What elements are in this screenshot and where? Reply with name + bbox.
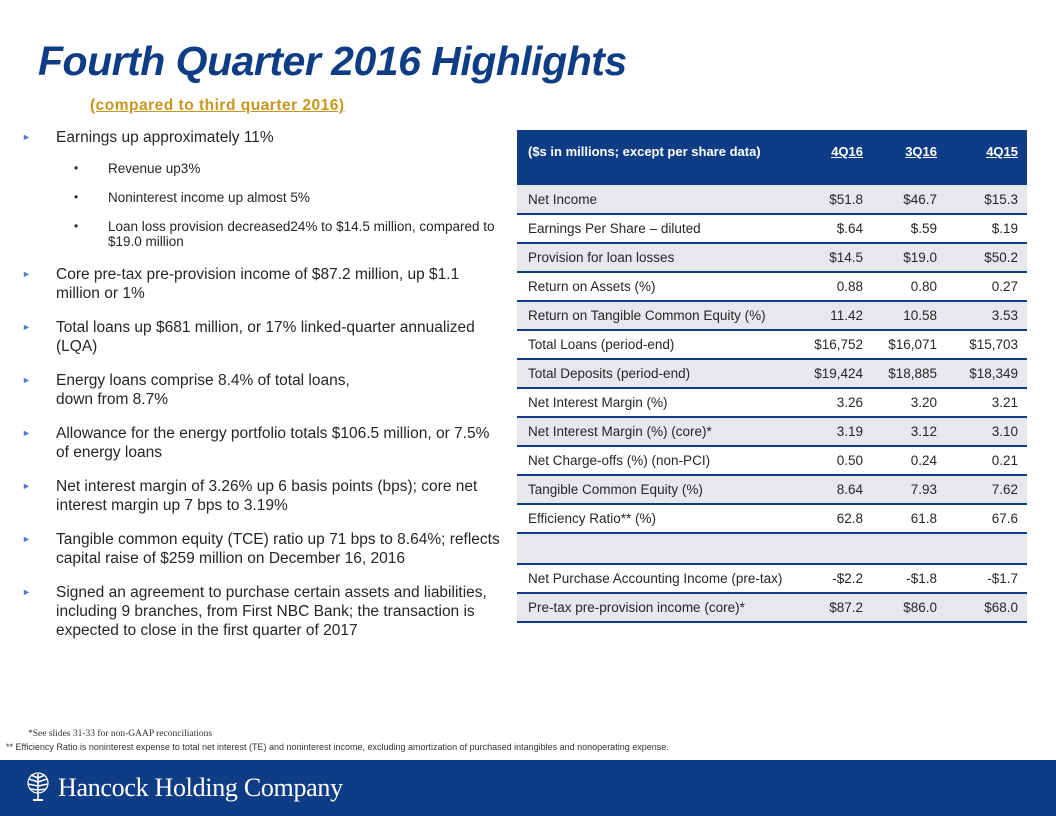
- sub-bullet-item: [22, 219, 507, 249]
- bullet-arrow-icon: ►: [22, 269, 31, 279]
- sub-bullet-item: [22, 190, 507, 205]
- table-row: [517, 475, 1027, 504]
- row-value: 0.88: [810, 272, 872, 301]
- table-header-label: ($s in millions; except per share data): [517, 130, 810, 185]
- table-row: [517, 564, 1027, 593]
- row-value: $15.3: [946, 185, 1027, 214]
- row-label: Efficiency Ratio** (%): [517, 504, 810, 533]
- row-value: 3.19: [810, 417, 872, 446]
- hancock-tree-logo-icon: [24, 772, 52, 802]
- bullet-arrow-icon: ►: [22, 481, 31, 491]
- row-value: [810, 533, 872, 564]
- highlights-list: [22, 128, 507, 640]
- table-row: [517, 446, 1027, 475]
- table-header-row: [517, 130, 1027, 185]
- row-label: Pre-tax pre-provision income (core)*: [517, 593, 810, 622]
- sub-bullet-text: Revenue up3%: [108, 161, 201, 176]
- table-header-4q16: 4Q16: [810, 130, 872, 185]
- page-subtitle: (compared to third quarter 2016): [90, 97, 345, 114]
- row-label: Return on Tangible Common Equity (%): [517, 301, 810, 330]
- footer-bar: [0, 760, 1056, 816]
- row-value: 0.80: [872, 272, 946, 301]
- row-value: 3.12: [872, 417, 946, 446]
- row-value: $87.2: [810, 593, 872, 622]
- bullet-item: [22, 128, 507, 147]
- row-value: 3.53: [946, 301, 1027, 330]
- row-label: Provision for loan losses: [517, 243, 810, 272]
- row-value: [946, 533, 1027, 564]
- bullet-arrow-icon: ►: [22, 534, 31, 544]
- bullet-item: [22, 424, 496, 462]
- footnote-nongaap: *See slides 31-33 for non-GAAP reconciliations: [28, 729, 213, 739]
- table-row: [517, 185, 1027, 214]
- row-value: $86.0: [872, 593, 946, 622]
- page-title: Fourth Quarter 2016 Highlights: [38, 38, 627, 84]
- bullet-arrow-icon: ►: [22, 375, 31, 385]
- company-name: Hancock Holding Company: [58, 773, 343, 802]
- bullet-dot-icon: •: [74, 219, 79, 233]
- row-label: Net Income: [517, 185, 810, 214]
- row-value: 0.24: [872, 446, 946, 475]
- row-label: Net Purchase Accounting Income (pre-tax): [517, 564, 810, 593]
- table-body: [517, 185, 1027, 622]
- row-value: 3.10: [946, 417, 1027, 446]
- row-value: $50.2: [946, 243, 1027, 272]
- bullet-text: Tangible common equity (TCE) ratio up 71 bps to 8.64%; reflects capital raise of $259 million on December 16, 2016: [56, 531, 500, 567]
- bullet-text: Earnings up approximately 11%: [56, 129, 274, 146]
- row-value: [872, 533, 946, 564]
- row-value: 7.93: [872, 475, 946, 504]
- row-value: $51.8: [810, 185, 872, 214]
- row-label: Net Interest Margin (%) (core)*: [517, 417, 810, 446]
- table-row: [517, 301, 1027, 330]
- bullet-dot-icon: •: [74, 190, 79, 204]
- row-value: 11.42: [810, 301, 872, 330]
- row-value: $.64: [810, 214, 872, 243]
- row-value: 0.27: [946, 272, 1027, 301]
- row-value: $16,752: [810, 330, 872, 359]
- bullet-item: [22, 371, 366, 409]
- bullet-item: [22, 530, 507, 568]
- row-value: 3.26: [810, 388, 872, 417]
- bullet-text: Net interest margin of 3.26% up 6 basis points (bps); core net interest margin up 7 bps to 3.19%: [56, 478, 478, 514]
- row-label: Net Charge-offs (%) (non-PCI): [517, 446, 810, 475]
- table-row: [517, 533, 1027, 564]
- bullet-item: [22, 265, 507, 303]
- row-value: 67.6: [946, 504, 1027, 533]
- row-value: $15,703: [946, 330, 1027, 359]
- row-value: $19.0: [872, 243, 946, 272]
- table-row: [517, 504, 1027, 533]
- row-label: Total Loans (period-end): [517, 330, 810, 359]
- footnote-efficiency-ratio: ** Efficiency Ratio is noninterest expense to total net interest (TE) and noninterest income, excluding amortization of purchased intangibles and nonoperating expense.: [6, 742, 669, 752]
- table-header-3q16: 3Q16: [872, 130, 946, 185]
- sub-bullet-item: [22, 161, 507, 176]
- table-row: [517, 272, 1027, 301]
- row-label: Tangible Common Equity (%): [517, 475, 810, 504]
- table-row: [517, 593, 1027, 622]
- sub-bullet-text: Loan loss provision decreased24% to $14.5 million, compared to $19.0 million: [108, 219, 495, 249]
- row-value: 3.21: [946, 388, 1027, 417]
- table-row: [517, 243, 1027, 272]
- bullet-dot-icon: •: [74, 161, 79, 175]
- table-row: [517, 417, 1027, 446]
- row-value: 62.8: [810, 504, 872, 533]
- row-value: $16,071: [872, 330, 946, 359]
- row-value: $19,424: [810, 359, 872, 388]
- row-value: $18,349: [946, 359, 1027, 388]
- row-label: Net Interest Margin (%): [517, 388, 810, 417]
- row-label: [517, 533, 810, 564]
- row-label: Return on Assets (%): [517, 272, 810, 301]
- row-value: -$2.2: [810, 564, 872, 593]
- row-value: -$1.8: [872, 564, 946, 593]
- bullet-arrow-icon: ►: [22, 322, 31, 332]
- financial-summary-table: [517, 130, 1027, 623]
- bullet-item: [22, 583, 507, 640]
- row-value: 0.21: [946, 446, 1027, 475]
- bullet-arrow-icon: ►: [22, 587, 31, 597]
- row-value: 7.62: [946, 475, 1027, 504]
- bullet-text: Total loans up $681 million, or 17% linked-quarter annualized (LQA): [56, 319, 475, 355]
- row-label: Earnings Per Share – diluted: [517, 214, 810, 243]
- table-row: [517, 359, 1027, 388]
- row-value: $68.0: [946, 593, 1027, 622]
- bullet-text: Signed an agreement to purchase certain assets and liabilities, including 9 branches, from First NBC Bank; the transaction is expected to close in the first quarter of 2017: [56, 584, 487, 639]
- row-value: 61.8: [872, 504, 946, 533]
- row-value: $.59: [872, 214, 946, 243]
- row-value: 8.64: [810, 475, 872, 504]
- row-value: -$1.7: [946, 564, 1027, 593]
- bullet-text: Energy loans comprise 8.4% of total loans, down from 8.7%: [56, 372, 350, 408]
- bullet-item: [22, 318, 507, 356]
- table-row: [517, 214, 1027, 243]
- table-row: [517, 388, 1027, 417]
- bullet-text: Core pre-tax pre-provision income of $87.2 million, up $1.1 million or 1%: [56, 266, 460, 302]
- row-value: $14.5: [810, 243, 872, 272]
- row-label: Total Deposits (period-end): [517, 359, 810, 388]
- row-value: 10.58: [872, 301, 946, 330]
- bullet-arrow-icon: ►: [22, 132, 31, 142]
- row-value: 0.50: [810, 446, 872, 475]
- table-header-4q15: 4Q15: [946, 130, 1027, 185]
- sub-bullet-text: Noninterest income up almost 5%: [108, 190, 310, 205]
- row-value: 3.20: [872, 388, 946, 417]
- bullet-arrow-icon: ►: [22, 428, 31, 438]
- table-row: [517, 330, 1027, 359]
- row-value: $46.7: [872, 185, 946, 214]
- bullet-text: Allowance for the energy portfolio totals $106.5 million, or 7.5% of energy loans: [56, 425, 490, 461]
- bullet-item: [22, 477, 507, 515]
- row-value: $.19: [946, 214, 1027, 243]
- row-value: $18,885: [872, 359, 946, 388]
